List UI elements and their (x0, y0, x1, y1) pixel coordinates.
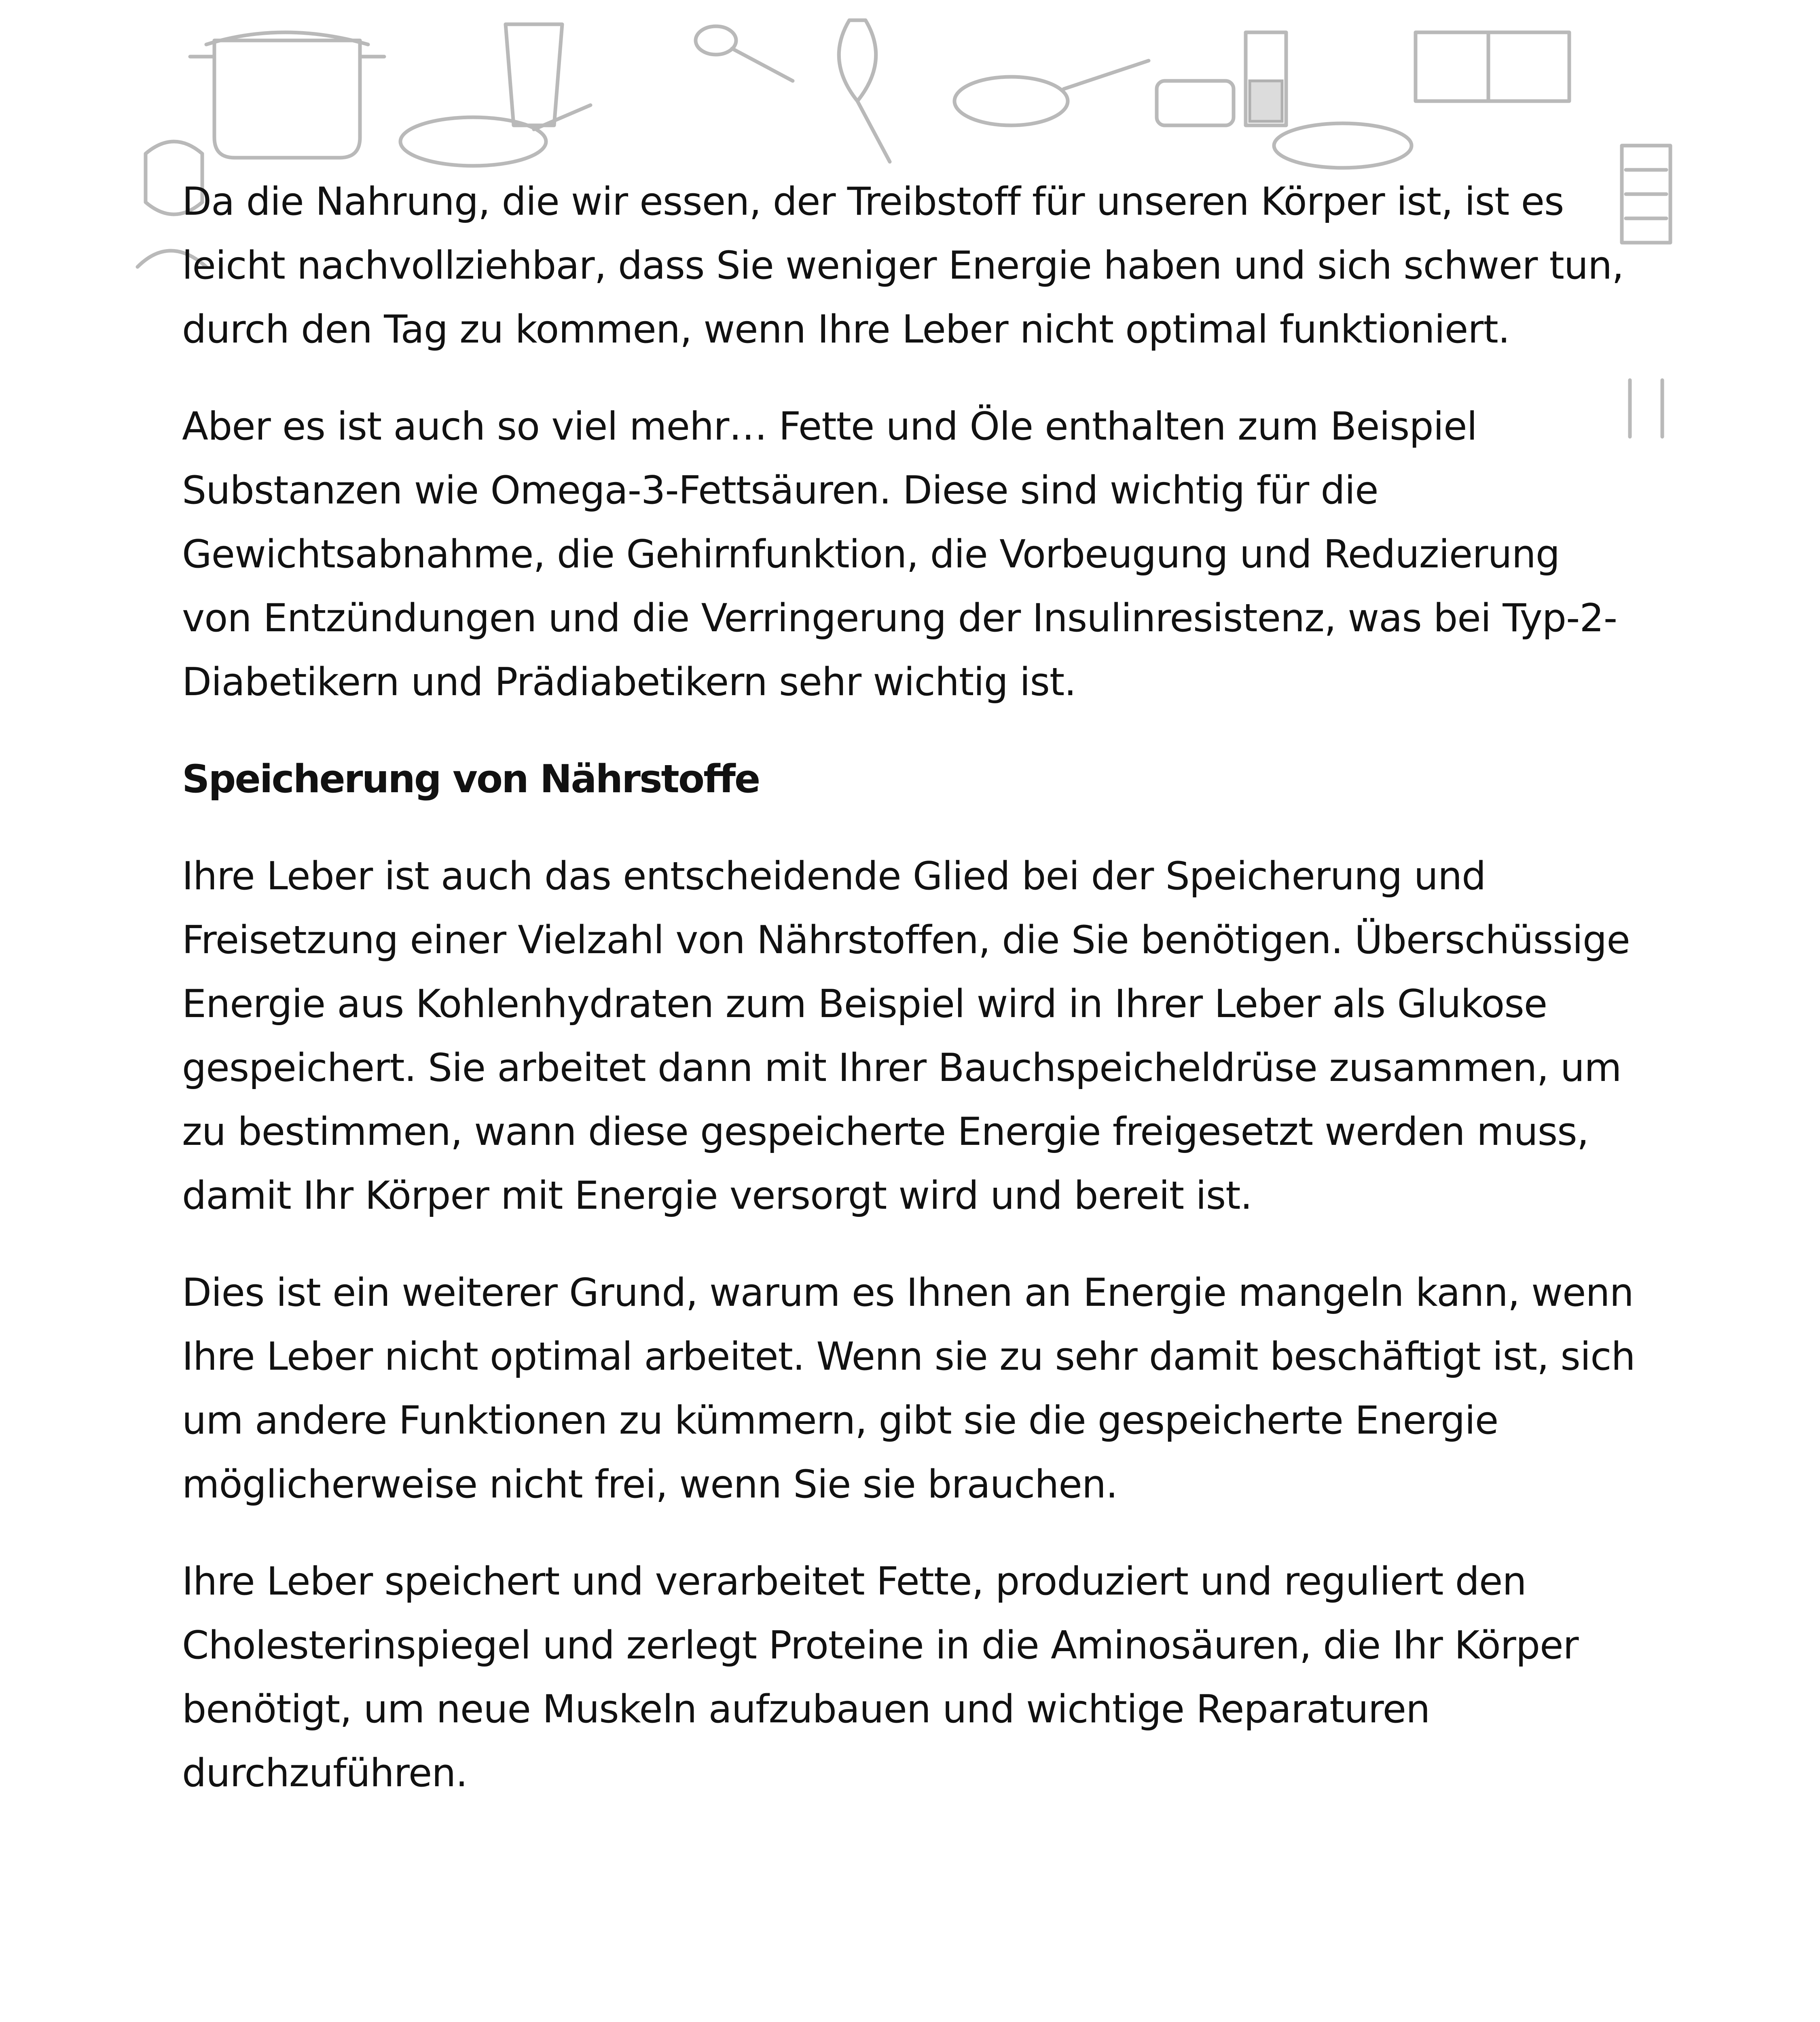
main-content (182, 170, 1638, 1838)
paragraph: Ihre Leber speichert und verarbeitet Fette, produziert und reguliert den Cholesterinspiegel und zerlegt Proteine in die Aminosäuren, die Ihr Körper benötigt, um neue Muskeln aufzubauen und wichtige Reparaturen durchzuführen. (182, 1559, 1579, 1796)
section-heading: Speicherung von Nährstoffe (182, 757, 760, 802)
whisk-icon (839, 20, 890, 162)
paragraph: Aber es ist auch so viel mehr… Fette und Öle enthalten zum Beispiel Substanzen wie Omega-3-Fettsäuren. Diese sind wichtig für die Gewichtsabnahme, die Gehirnfunktion, die Vorbeugung und Reduzierung von Entzündungen und die Verringerung der Insulinresistenz, was bei Typ-2-Diabetikern und Prädiabetikern sehr wichtig ist. (182, 404, 1617, 704)
frying-pan-icon (954, 61, 1149, 125)
grill-pan-icon (1274, 123, 1412, 168)
kitchen-utensils-top-border (121, 8, 1699, 170)
paragraph: Dies ist ein weiterer Grund, warum es Ihnen an Energie mangeln kann, wenn Ihre Leber nicht optimal arbeitet. Wenn sie zu sehr damit beschäftigt ist, sich um andere Funktionen zu kümmern, gibt sie die gespeicherte Energie möglicherweise nicht frei, wenn Sie sie brauchen. (182, 1271, 1635, 1507)
spoon-icon (696, 26, 793, 81)
paragraph: Ihre Leber ist auch das entscheidende Glied bei der Speicherung und Freisetzung einer Vielzahl von Nährstoffen, die Sie benötigen. Überschüssige Energie aus Kohlenhydraten zum Beispiel wird in Ihrer Leber als Glukose gespeichert. Sie arbeitet dann mit Ihrer Bauchspeicheldrüse zusammen, um zu bestimmen, wann diese gespeicherte Energie freigesetzt werden muss, damit Ihr Körper mit Energie versorgt wird und bereit ist. (182, 854, 1630, 1218)
cutting-board-icon (1157, 81, 1234, 125)
glass-icon (506, 24, 562, 125)
cake-tin-icon (1416, 32, 1569, 101)
frying-pan-icon-2 (400, 105, 590, 166)
paragraph: Da die Nahrung, die wir essen, der Treibstoff für unseren Körper ist, ist es leicht nachvollziehbar, dass Sie weniger Energie haben und sich schwer tun, durch den Tag zu kommen, wenn Ihre Leber nicht optimal funktioniert. (182, 180, 1624, 352)
pepper-mill-icon (1246, 32, 1286, 125)
